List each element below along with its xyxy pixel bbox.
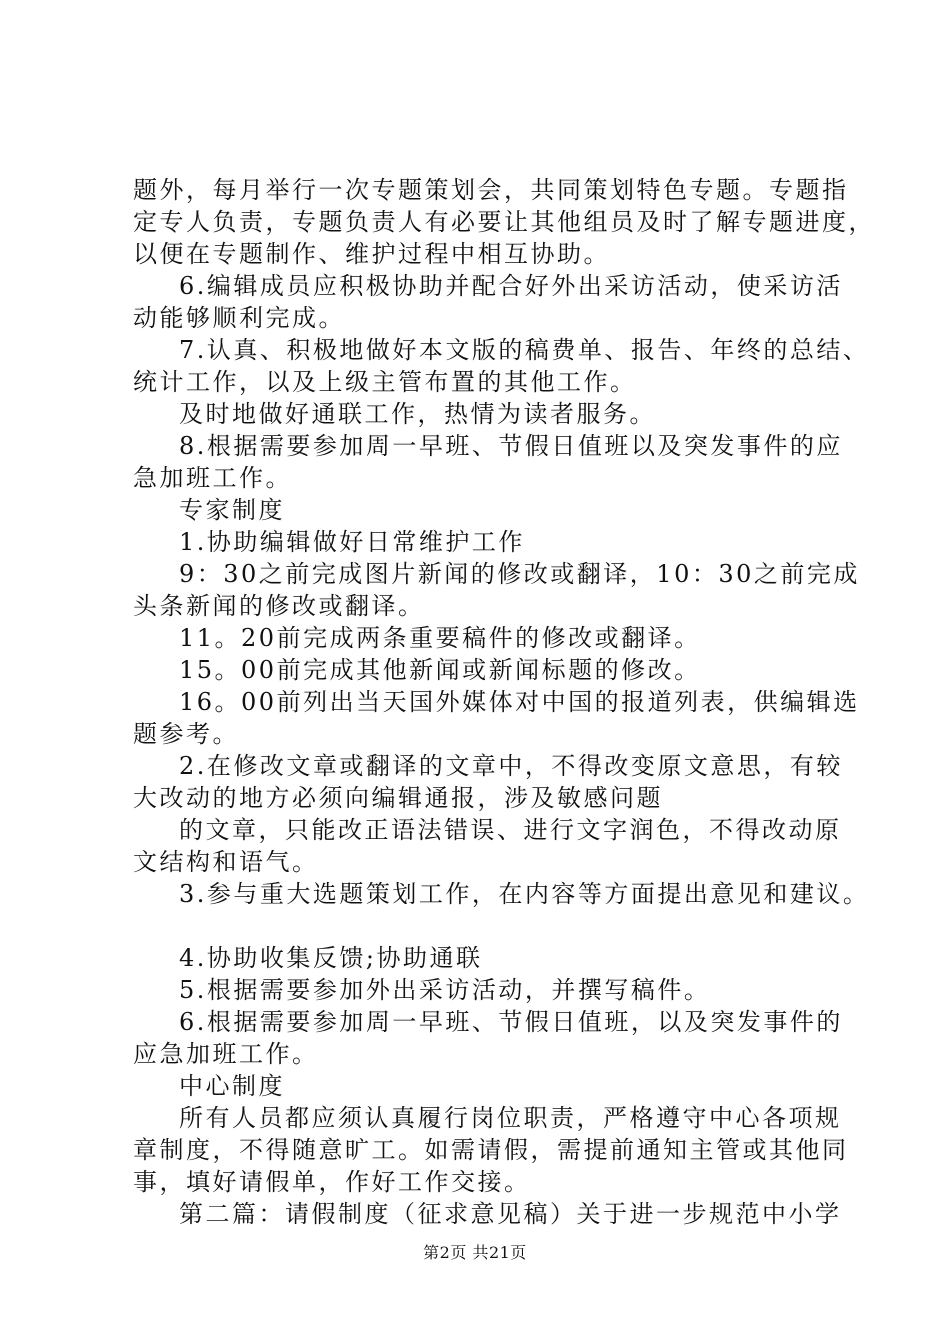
section-heading: 中心制度 <box>179 1072 285 1100</box>
text-line: 的文章，只能改正语法错误、进行文字润色，不得改动原 <box>179 816 842 844</box>
text-line: 所有人员都应须认真履行岗位职责，严格遵守中心各项规 <box>179 1104 842 1132</box>
text-line: 及时地做好通联工作，热情为读者服务。 <box>179 400 656 428</box>
text-line: 16。00前列出当天国外媒体对中国的报道列表，供编辑选 <box>179 688 860 716</box>
text-line: 题参考。 <box>133 720 239 748</box>
text-line: 统计工作，以及上级主管布置的其他工作。 <box>133 368 637 396</box>
text-line: 章制度，不得随意旷工。如需请假，需提前通知主管或其他同 <box>133 1136 849 1164</box>
text-line: 7.认真、积极地做好本文版的稿费单、报告、年终的总结、 <box>179 336 870 364</box>
text-line: 文结构和语气。 <box>133 848 319 876</box>
text-line: 6.根据需要参加周一早班、节假日值班，以及突发事件的 <box>179 1008 843 1036</box>
text-line: 急加班工作。 <box>133 464 292 492</box>
section-heading: 专家制度 <box>179 496 285 524</box>
text-line: 5.根据需要参加外出采访活动，并撰写稿件。 <box>179 976 711 1004</box>
text-line: 头条新闻的修改或翻译。 <box>133 592 425 620</box>
text-line: 3.参与重大选题策划工作，在内容等方面提出意见和建议。 <box>179 880 870 908</box>
text-line: 定专人负责，专题负责人有必要让其他组员及时了解专题进度， <box>133 208 875 236</box>
document-body <box>133 174 875 1230</box>
text-line: 事，填好请假单，作好工作交接。 <box>133 1168 531 1196</box>
text-line: 题外，每月举行一次专题策划会，共同策划特色专题。专题指 <box>133 176 849 204</box>
text-line: 2.在修改文章或翻译的文章中，不得改变原文意思，有较 <box>179 752 843 780</box>
text-line: 第二篇：请假制度（征求意见稿）关于进一步规范中小学 <box>179 1200 842 1228</box>
text-line: 以便在专题制作、维护过程中相互协助。 <box>133 240 610 268</box>
text-line: 4.协助收集反馈;协助通联 <box>179 944 483 972</box>
text-line: 9：30之前完成图片新闻的修改或翻译，10：30之前完成 <box>179 560 860 588</box>
blank-line <box>133 910 853 942</box>
text-line: 应急加班工作。 <box>133 1040 319 1068</box>
text-line: 大改动的地方必须向编辑通报，涉及敏感问题 <box>133 784 663 812</box>
text-line: 动能够顺利完成。 <box>133 304 345 332</box>
text-line: 8.根据需要参加周一早班、节假日值班以及突发事件的应 <box>179 432 843 460</box>
text-line: 11。20前完成两条重要稿件的修改或翻译。 <box>179 624 701 652</box>
text-line: 1.协助编辑做好日常维护工作 <box>179 528 525 556</box>
text-line: 15。00前完成其他新闻或新闻标题的修改。 <box>179 656 701 684</box>
text-line: 6.编辑成员应积极协助并配合好外出采访活动，使采访活 <box>179 272 843 300</box>
page-footer: 第2页 共21页 <box>423 1243 527 1262</box>
